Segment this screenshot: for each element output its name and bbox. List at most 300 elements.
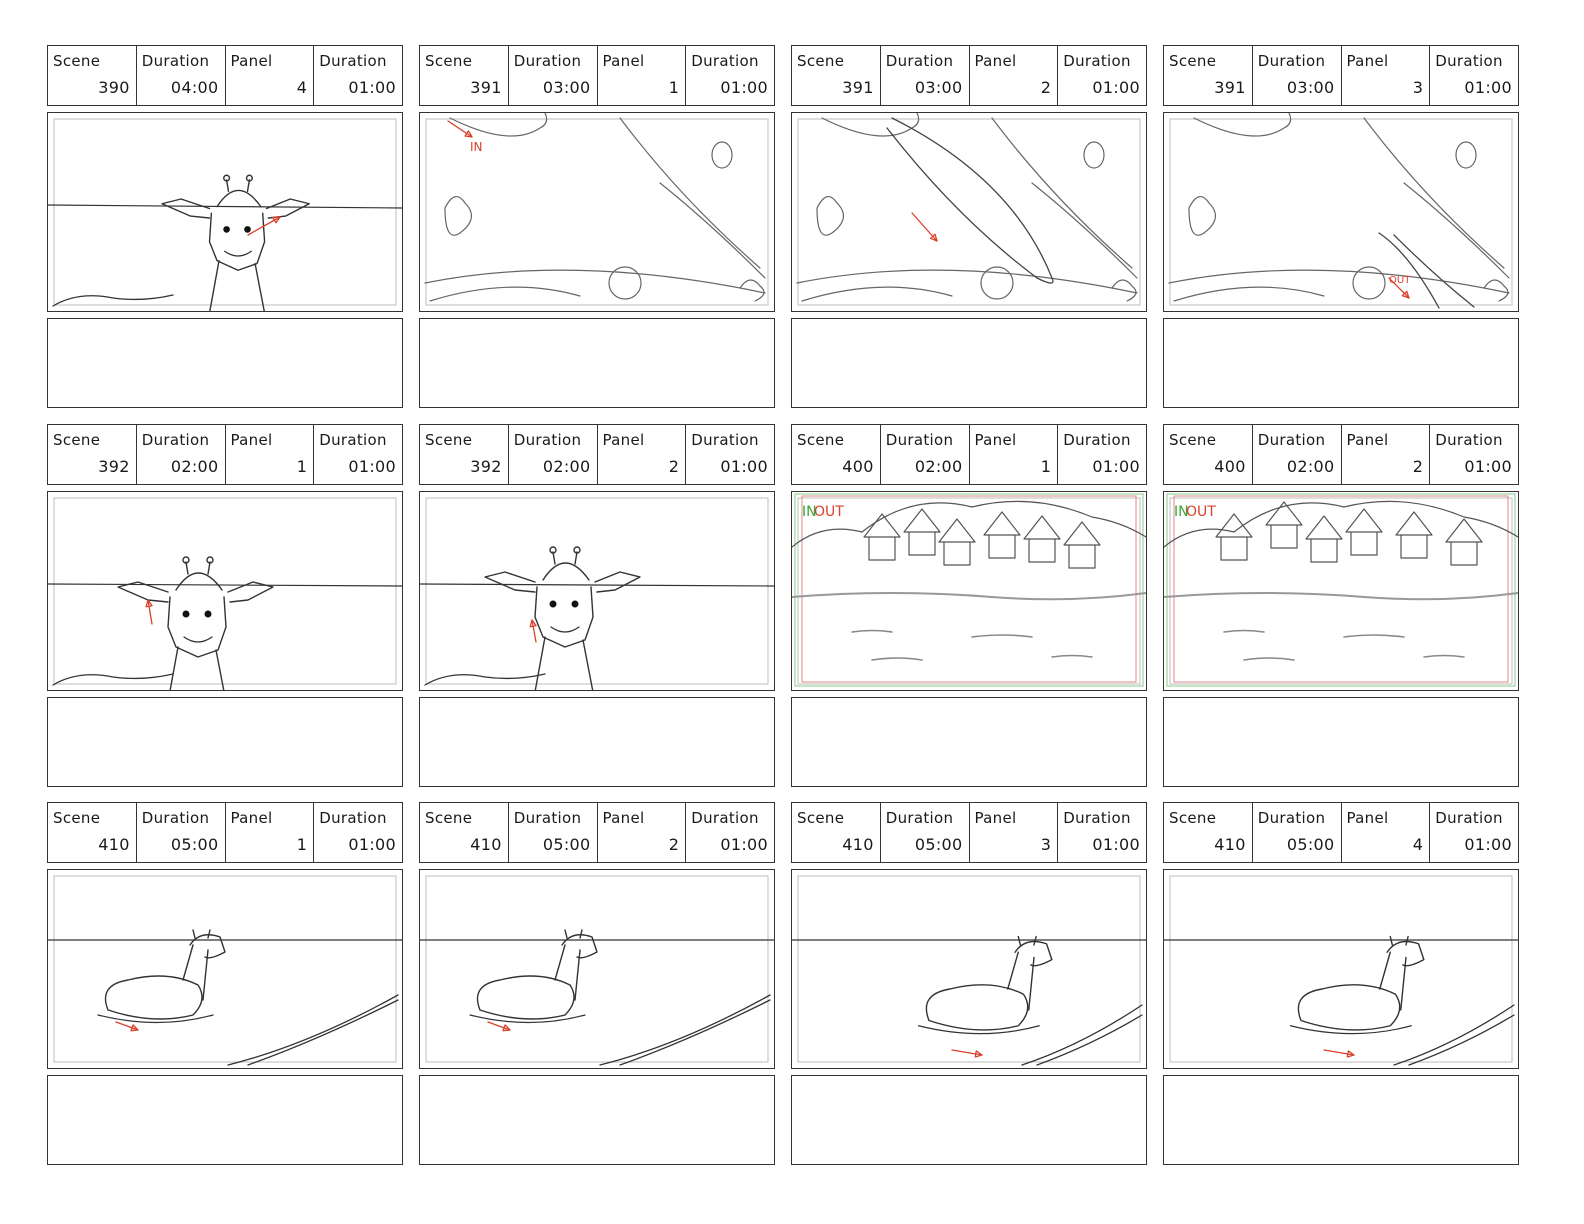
fish-outline (887, 118, 1053, 283)
seabed-curve (802, 287, 952, 301)
panel-duration-label: Duration (691, 431, 759, 449)
hut-wall (1401, 535, 1427, 558)
panel-sketch-frame[interactable] (419, 491, 775, 691)
panel-duration-value[interactable]: 01:00 (1464, 457, 1512, 476)
foreground-shape (53, 295, 173, 306)
safe-frame (426, 876, 768, 1062)
panel-number-field (598, 803, 687, 862)
scene-duration-value[interactable]: 05:00 (914, 835, 963, 854)
panel-duration-value[interactable]: 01:00 (1092, 835, 1140, 854)
scene-number-label: Scene (797, 809, 845, 827)
scene-duration-value[interactable]: 02:00 (542, 457, 591, 476)
scene-number-label: Scene (425, 809, 473, 827)
scene-number-label: Scene (53, 431, 101, 449)
giraffe-neck (255, 264, 265, 311)
panel-duration-label: Duration (691, 809, 759, 827)
scene-duration-value[interactable]: 05:00 (1286, 835, 1335, 854)
panel-number-field (1342, 803, 1431, 862)
panel-duration-field (314, 803, 402, 862)
scene-duration-field (509, 425, 598, 484)
sea-urchin-icon (981, 267, 1013, 299)
panel-duration-label: Duration (1063, 809, 1131, 827)
panel-number-value[interactable]: 2 (668, 835, 680, 854)
giraffe-eye (205, 611, 212, 618)
safe-frame (54, 498, 396, 684)
panel-header (419, 802, 775, 863)
panel-duration-value[interactable]: 01:00 (1464, 78, 1512, 97)
panel-header (791, 802, 1147, 863)
panel-duration-field (686, 425, 774, 484)
giraffe-neck (583, 640, 593, 690)
panel-number-value[interactable]: 4 (296, 78, 308, 97)
rock-edge (660, 183, 765, 278)
giraffe-neck (1380, 952, 1406, 1010)
panel-duration-label: Duration (691, 52, 759, 70)
panel-duration-label: Duration (319, 52, 387, 70)
scene-number-label: Scene (425, 431, 473, 449)
panel-number-value[interactable]: 4 (1412, 835, 1424, 854)
horizon-line (420, 584, 774, 586)
giraffe-hair (217, 190, 261, 206)
hill-line (792, 501, 1146, 547)
panel-number-label: Panel (974, 52, 1017, 70)
panel-duration-field (1430, 425, 1518, 484)
scene-number-value[interactable]: 392 (98, 457, 130, 476)
hut-roof (984, 512, 1020, 535)
hut-wall (1311, 539, 1337, 562)
rock-edge (620, 118, 760, 268)
hut-roof (1396, 512, 1432, 535)
seabed-curve (1169, 270, 1509, 293)
panel-number-field (970, 803, 1059, 862)
scene-duration-field (881, 425, 970, 484)
panel-duration-value[interactable]: 01:00 (348, 835, 396, 854)
panel-number-label: Panel (974, 809, 1017, 827)
panel-number-field (226, 803, 315, 862)
panel-number-field (226, 425, 315, 484)
giraffe-body (106, 976, 203, 1019)
panel-sketch-frame[interactable] (419, 869, 775, 1069)
scene-number-field (792, 803, 881, 862)
hut-wall (944, 542, 970, 565)
giraffe-eye (244, 226, 251, 233)
panel-duration-field (1430, 803, 1518, 862)
panel-number-value[interactable]: 3 (1040, 835, 1052, 854)
panel-number-field (970, 425, 1059, 484)
panel-sketch (1164, 870, 1518, 1068)
in-marker: IN (1174, 504, 1189, 520)
panel-sketch (48, 870, 402, 1068)
panel-header (419, 424, 775, 485)
panel-header (791, 45, 1147, 106)
camera-arrow-head (131, 1025, 138, 1031)
panel-number-value[interactable]: 2 (1040, 78, 1052, 97)
panel-header (47, 424, 403, 485)
seabed-curve (425, 270, 765, 293)
hut-roof (904, 509, 940, 532)
panel-number-label: Panel (230, 52, 273, 70)
panel-sketch (420, 113, 774, 311)
coral-shape (1189, 197, 1215, 236)
panel-number-label: Panel (602, 809, 645, 827)
giraffe-ear (485, 572, 535, 592)
hut-wall (1069, 545, 1095, 568)
panel-duration-value[interactable]: 01:00 (348, 78, 396, 97)
scene-duration-label: Duration (1257, 52, 1326, 70)
scene-number-value[interactable]: 410 (470, 835, 502, 854)
coral-shape (445, 197, 471, 236)
panel-notes-box[interactable] (47, 697, 403, 787)
giraffe-ear (595, 572, 640, 592)
safe-frame (798, 119, 1140, 305)
hut-wall (989, 535, 1015, 558)
giraffe-body (926, 985, 1027, 1030)
panel-duration-value[interactable]: 01:00 (348, 457, 396, 476)
panel-duration-field (314, 46, 402, 105)
panel-sketch-frame[interactable] (791, 112, 1147, 312)
water-wake (1394, 1005, 1514, 1065)
scene-number-value[interactable]: 410 (1214, 835, 1246, 854)
camera-arrow-head (503, 1025, 510, 1031)
giraffe-body (1298, 985, 1399, 1030)
panel-sketch-frame[interactable] (1163, 491, 1519, 691)
giraffe-eye (183, 611, 190, 618)
scene-number-field (1164, 803, 1253, 862)
hut-roof (1446, 519, 1482, 542)
panel-number-field (598, 425, 687, 484)
hut-roof (1064, 522, 1100, 545)
panel-duration-field (1058, 46, 1146, 105)
seabed-curve (797, 270, 1137, 293)
panel-duration-label: Duration (1063, 431, 1131, 449)
hut-wall (909, 532, 935, 555)
panel-number-label: Panel (974, 431, 1017, 449)
scene-number-label: Scene (1169, 52, 1217, 70)
panel-number-label: Panel (230, 809, 273, 827)
water-wake (600, 995, 770, 1065)
panel-duration-label: Duration (319, 809, 387, 827)
panel-notes-box[interactable] (791, 697, 1147, 787)
scene-number-value[interactable]: 391 (470, 78, 502, 97)
giraffe-neck (535, 637, 545, 690)
shell-icon (712, 142, 732, 168)
camera-arrow (912, 213, 937, 241)
panel-number-field (226, 46, 315, 105)
scene-duration-label: Duration (1257, 809, 1326, 827)
scene-number-field (420, 803, 509, 862)
giraffe-horn (553, 552, 555, 564)
panel-number-label: Panel (1346, 431, 1389, 449)
scene-duration-label: Duration (141, 431, 210, 449)
scene-duration-value[interactable]: 04:00 (170, 78, 219, 97)
hill-line (1164, 501, 1518, 547)
panel-sketch (792, 113, 1146, 311)
safe-frame (54, 119, 396, 305)
panel-sketch-frame[interactable] (47, 491, 403, 691)
panel-duration-label: Duration (1435, 431, 1503, 449)
scene-duration-value[interactable]: 02:00 (1286, 457, 1335, 476)
scene-duration-label: Duration (513, 431, 582, 449)
panel-number-value[interactable]: 1 (296, 835, 308, 854)
panel-sketch-frame[interactable] (47, 112, 403, 312)
scene-duration-field (1253, 803, 1342, 862)
panel-header (791, 424, 1147, 485)
scene-duration-value[interactable]: 05:00 (542, 835, 591, 854)
panel-number-field (1342, 46, 1431, 105)
panel-duration-value[interactable]: 01:00 (720, 457, 768, 476)
horizon-line (48, 205, 402, 208)
hut-roof (1024, 516, 1060, 539)
panel-header (47, 802, 403, 863)
hut-wall (869, 537, 895, 560)
giraffe-neck (555, 945, 580, 1000)
water-ripple (852, 631, 1092, 661)
panel-duration-label: Duration (1435, 809, 1503, 827)
panel-sketch (420, 870, 774, 1068)
giraffe-horns (193, 930, 210, 938)
giraffe-horn (575, 552, 577, 564)
scene-number-field (792, 425, 881, 484)
giraffe-face (168, 597, 226, 657)
panel-sketch-frame[interactable] (791, 869, 1147, 1069)
scene-duration-label: Duration (1257, 431, 1326, 449)
sea-urchin-icon (1353, 267, 1385, 299)
panel-number-value[interactable]: 1 (1040, 457, 1052, 476)
water-wake (1022, 1005, 1142, 1065)
scene-number-label: Scene (53, 809, 101, 827)
giraffe-eye (223, 226, 230, 233)
scene-number-value[interactable]: 391 (1214, 78, 1246, 97)
seabed-curve (1174, 287, 1324, 301)
scene-duration-label: Duration (885, 431, 954, 449)
panel-sketch-frame[interactable] (419, 112, 775, 312)
rock-edge (1404, 183, 1509, 278)
giraffe-neck (183, 945, 208, 1000)
panel-number-field (1342, 425, 1431, 484)
hut-roof (1306, 516, 1342, 539)
panel-number-value[interactable]: 2 (668, 457, 680, 476)
giraffe-face (535, 587, 593, 647)
giraffe-mouth (225, 251, 252, 256)
scene-duration-value[interactable]: 02:00 (170, 457, 219, 476)
panel-number-value[interactable]: 3 (1412, 78, 1424, 97)
scene-duration-value[interactable]: 02:00 (914, 457, 963, 476)
scene-number-value[interactable]: 392 (470, 457, 502, 476)
panel-header (47, 45, 403, 106)
panel-header (1163, 45, 1519, 106)
scene-duration-field (1253, 46, 1342, 105)
panel-number-value[interactable]: 2 (1412, 457, 1424, 476)
giraffe-eye (550, 601, 557, 608)
panel-number-value[interactable]: 1 (296, 457, 308, 476)
panel-number-label: Panel (602, 52, 645, 70)
panel-duration-field (1430, 46, 1518, 105)
out-marker: OUT (814, 504, 844, 520)
giraffe-horns (1018, 937, 1036, 945)
out-marker: OUT (1186, 504, 1216, 520)
safe-frame (1170, 876, 1512, 1062)
panel-sketch-frame[interactable] (791, 491, 1147, 691)
seabed-curve (430, 287, 580, 301)
panel-duration-label: Duration (1435, 52, 1503, 70)
panel-notes-box[interactable] (1163, 1075, 1519, 1165)
safe-frame (1170, 119, 1512, 305)
panel-sketch (48, 113, 402, 311)
scene-number-field (420, 46, 509, 105)
panel-number-label: Panel (1346, 52, 1389, 70)
panel-notes-box[interactable] (419, 697, 775, 787)
giraffe-body (478, 976, 575, 1019)
panel-sketch-frame[interactable] (47, 869, 403, 1069)
creature-outline (1194, 113, 1291, 136)
scene-duration-field (509, 46, 598, 105)
panel-duration-field (686, 803, 774, 862)
panel-duration-value[interactable]: 01:00 (1092, 78, 1140, 97)
panel-duration-field (314, 425, 402, 484)
scene-duration-value[interactable]: 03:00 (1286, 78, 1335, 97)
shell-icon (1456, 142, 1476, 168)
panel-notes-box[interactable] (47, 318, 403, 408)
scene-number-label: Scene (797, 431, 845, 449)
panel-notes-box[interactable] (1163, 318, 1519, 408)
scene-number-value[interactable]: 400 (1214, 457, 1246, 476)
panel-number-field (970, 46, 1059, 105)
scene-duration-label: Duration (513, 52, 582, 70)
scene-duration-value[interactable]: 03:00 (542, 78, 591, 97)
camera-out-frame (802, 496, 1136, 682)
foreground-shape (425, 674, 545, 685)
giraffe-horn (227, 180, 229, 191)
panel-sketch (792, 492, 1146, 690)
panel-notes-box[interactable] (1163, 697, 1519, 787)
panel-notes-box[interactable] (419, 1075, 775, 1165)
scene-number-label: Scene (53, 52, 101, 70)
scene-number-field (420, 425, 509, 484)
panel-sketch (420, 492, 774, 690)
panel-duration-value[interactable]: 01:00 (720, 835, 768, 854)
rock-edge (1364, 118, 1504, 268)
panel-notes-box[interactable] (47, 1075, 403, 1165)
panel-sketch (1164, 492, 1518, 690)
rock-edge (1032, 183, 1137, 278)
scene-number-field (48, 803, 137, 862)
scene-duration-field (509, 803, 598, 862)
panel-sketch (1164, 113, 1518, 311)
giraffe-ear (267, 199, 310, 218)
scene-number-field (1164, 46, 1253, 105)
panel-sketch-frame[interactable] (1163, 869, 1519, 1069)
shell-icon (1084, 142, 1104, 168)
scene-duration-label: Duration (513, 809, 582, 827)
giraffe-horns (1390, 937, 1408, 945)
giraffe-mouth (551, 627, 579, 632)
hut-roof (939, 519, 975, 542)
camera-out-frame (1174, 496, 1508, 682)
panel-notes-box[interactable] (419, 318, 775, 408)
scene-number-value[interactable]: 390 (98, 78, 130, 97)
scene-number-field (1164, 425, 1253, 484)
scene-duration-label: Duration (141, 809, 210, 827)
scene-duration-field (881, 803, 970, 862)
scene-duration-label: Duration (885, 52, 954, 70)
water-ripple (1224, 631, 1464, 661)
scene-duration-field (137, 425, 226, 484)
panel-duration-value[interactable]: 01:00 (1464, 835, 1512, 854)
scene-duration-label: Duration (141, 52, 210, 70)
shore-line (792, 593, 1146, 599)
camera-arrow-head (273, 217, 280, 223)
panel-number-label: Panel (1346, 809, 1389, 827)
scene-duration-field (881, 46, 970, 105)
panel-header (419, 45, 775, 106)
in-marker: IN (802, 504, 817, 520)
hut-roof (1216, 514, 1252, 537)
foreground-shape (53, 674, 173, 685)
panel-sketch (48, 492, 402, 690)
panel-duration-field (686, 46, 774, 105)
giraffe-eye (572, 601, 579, 608)
safe-frame (426, 498, 768, 684)
giraffe-horn (186, 562, 188, 574)
panel-header (1163, 802, 1519, 863)
hut-roof (1346, 509, 1382, 532)
scene-number-field (48, 46, 137, 105)
safe-frame (798, 876, 1140, 1062)
giraffe-neck (210, 261, 220, 311)
panel-duration-value[interactable]: 01:00 (720, 78, 768, 97)
scene-number-value[interactable]: 400 (842, 457, 874, 476)
scene-duration-value[interactable]: 05:00 (170, 835, 219, 854)
scene-number-value[interactable]: 410 (98, 835, 130, 854)
giraffe-neck (1008, 952, 1034, 1010)
scene-duration-field (137, 803, 226, 862)
panel-number-label: Panel (602, 431, 645, 449)
hut-roof (1266, 502, 1302, 525)
giraffe-hair (543, 563, 589, 580)
panel-sketch (792, 870, 1146, 1068)
giraffe-hair (176, 573, 222, 590)
giraffe-face (210, 213, 265, 270)
panel-duration-label: Duration (1063, 52, 1131, 70)
scene-number-label: Scene (425, 52, 473, 70)
hut-wall (1271, 525, 1297, 548)
hut-roof (864, 514, 900, 537)
horizon-line (48, 584, 402, 586)
safe-frame (54, 876, 396, 1062)
panel-sketch-frame[interactable] (1163, 112, 1519, 312)
in-marker: IN (470, 140, 483, 154)
scene-number-value[interactable]: 391 (842, 78, 874, 97)
scene-number-label: Scene (1169, 431, 1217, 449)
giraffe-horn (208, 562, 210, 574)
sea-urchin-icon (609, 267, 641, 299)
scene-number-value[interactable]: 410 (842, 835, 874, 854)
scene-duration-value[interactable]: 03:00 (914, 78, 963, 97)
scene-duration-label: Duration (885, 809, 954, 827)
panel-number-label: Panel (230, 431, 273, 449)
panel-number-field (598, 46, 687, 105)
coral-shape (817, 197, 843, 236)
giraffe-horns (565, 930, 582, 938)
panel-notes-box[interactable] (791, 318, 1147, 408)
out-marker: OUT (1389, 275, 1411, 286)
panel-notes-box[interactable] (791, 1075, 1147, 1165)
hut-wall (1221, 537, 1247, 560)
panel-duration-label: Duration (319, 431, 387, 449)
panel-duration-value[interactable]: 01:00 (1092, 457, 1140, 476)
scene-number-label: Scene (797, 52, 845, 70)
panel-number-value[interactable]: 1 (668, 78, 680, 97)
